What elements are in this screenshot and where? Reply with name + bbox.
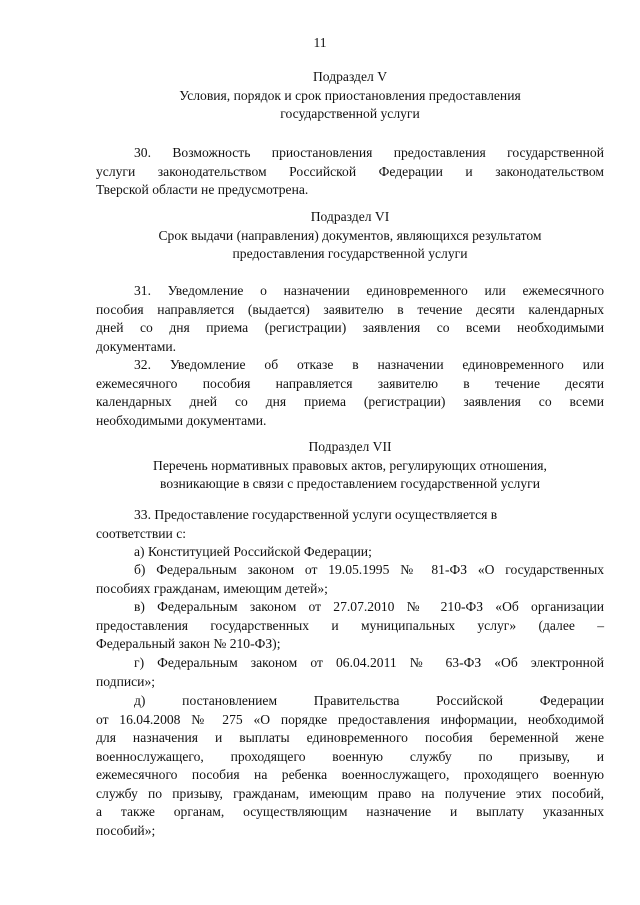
item-v-line-2: предоставления государственных и муниципальных услуг» (далее – (96, 617, 604, 633)
item-b-line-1: б) Федеральным законом от 19.05.1995 № 81-ФЗ «О государственных (134, 562, 604, 577)
paragraph-31-line-4: документами. (96, 338, 177, 354)
section-5-title: Подраздел V (312, 69, 388, 84)
section-6-subtitle-line-2: предоставления государственной услуги (232, 246, 468, 261)
paragraph-30-line-1: 30. Возможность приостановления предоставления государственной (134, 145, 604, 160)
section-6-subtitle-line-1: Срок выдачи (направления) документов, являющихся результатом (158, 227, 542, 243)
item-d-line-8: пособий»; (96, 822, 156, 838)
item-d-line-1: д) постановлением Правительства Российской Федерации (134, 693, 604, 708)
section-7-title: Подраздел VII (308, 439, 392, 454)
item-d-line-6: службу по призыву, гражданам, имеющим право на получение этих пособий, (96, 785, 604, 801)
paragraph-31-line-1: 31. Уведомление о назначении единовременного или ежемесячного (134, 283, 604, 298)
paragraph-32-line-4: необходимыми документами. (96, 412, 267, 428)
item-d-line-3: для назначения и выплаты единовременного пособия беременной жене (96, 730, 604, 745)
paragraph-32-line-1: 32. Уведомление об отказе в назначении единовременного или (134, 357, 604, 372)
paragraph-31 (96, 282, 604, 356)
section-5-heading (96, 68, 604, 124)
item-a (96, 543, 604, 562)
item-v (96, 598, 604, 654)
paragraph-31-line-2: пособия направляется (выдается) заявителю в течение десяти календарных (96, 301, 604, 317)
paragraph-30-line-3: Тверской области не предусмотрена. (96, 182, 309, 197)
item-a-line-1: а) Конституцией Российской Федерации; (134, 544, 372, 559)
section-7-heading (96, 438, 604, 494)
item-d (96, 692, 604, 840)
item-b-line-2: пособиях гражданам, имеющим детей»; (96, 580, 328, 596)
paragraph-32 (96, 356, 604, 430)
item-g-line-1: г) Федеральным законом от 06.04.2011 № 63-ФЗ «Об электронной (134, 655, 604, 670)
paragraph-33-line-1: 33. Предоставление государственной услуги осуществляется в (134, 507, 498, 522)
item-d-line-2: от 16.04.2008 № 275 «О порядке предоставления информации, необходимой (96, 711, 604, 727)
paragraph-33-line-2: соответствии с: (96, 525, 187, 541)
paragraph-32-line-2: ежемесячного пособия направляется заявителю в течение десяти (96, 375, 604, 391)
section-7-subtitle-line-2: возникающие в связи с предоставлением государственной услуги (160, 476, 540, 491)
item-v-line-3: Федеральный закон № 210-ФЗ); (96, 636, 281, 651)
section-6-heading (96, 208, 604, 264)
page-number: 11 (313, 35, 327, 50)
item-d-line-5: ежемесячного пособия на ребенка военнослужащего, проходящего военную (96, 767, 604, 782)
paragraph-33 (96, 506, 604, 543)
paragraph-30-line-2: услуги законодательством Российской Федерации и законодательством (96, 163, 604, 179)
paragraph-32-line-3: календарных дней со дня приема (регистрации) заявления со всеми (96, 394, 604, 409)
paragraph-31-line-3: дней со дня приема (регистрации) заявления со всеми необходимыми (96, 320, 604, 335)
item-b (96, 561, 604, 598)
section-5-subtitle-line-1: Условия, порядок и срок приостановления предоставления (179, 87, 521, 103)
section-5-subtitle-line-2: государственной услуги (280, 106, 420, 121)
item-g (96, 654, 604, 691)
section-7-subtitle-line-1: Перечень нормативных правовых актов, регулирующих отношения, (153, 457, 547, 473)
item-d-line-7: а также органам, осуществляющим назначение и выплату указанных (96, 804, 604, 819)
item-d-line-4: военнослужащего, проходящего военную службу по призыву, и (96, 748, 604, 764)
section-6-title: Подраздел VI (310, 209, 390, 224)
paragraph-30 (96, 144, 604, 200)
item-g-line-2: подписи»; (96, 673, 156, 689)
item-v-line-1: в) Федеральным законом от 27.07.2010 № 210-ФЗ «Об организации (134, 599, 604, 614)
